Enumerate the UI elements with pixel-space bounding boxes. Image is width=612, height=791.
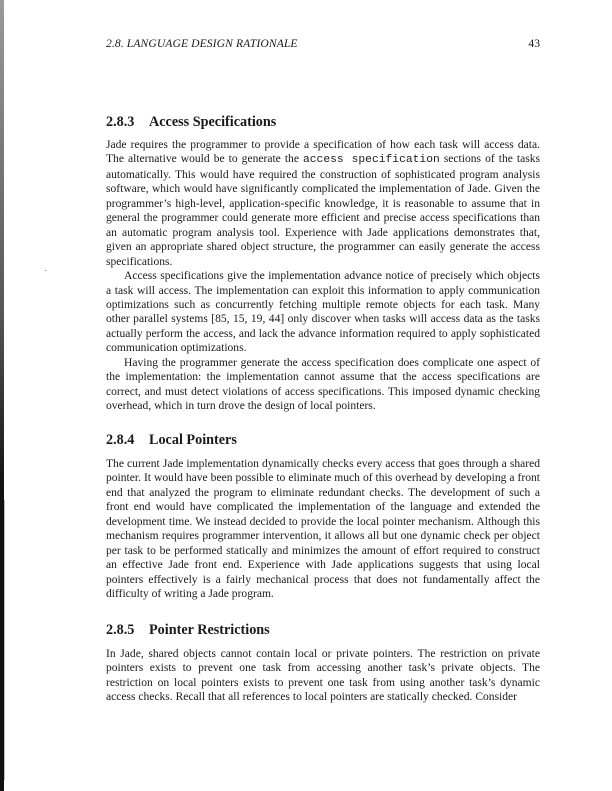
- section-heading-pointer-restrictions: [106, 622, 270, 639]
- section-heading-local-pointers: [106, 432, 237, 449]
- section-body-access-specifications: [106, 138, 540, 414]
- paragraph-text: Jade requires the programmer to provide a specification of how each task will access data. The alternative would be to generate the: [106, 139, 540, 166]
- paragraph: The current Jade implementation dynamically checks every access that goes through a shared pointer. It would have been possible to eliminate much of this overhead by developing a front end that analyzed the program to eliminate redundant checks. The development of such a front end would have complicated the implementation of the language and extended the development time. We instead decided to provide the local pointer mechanism. Although this mechanism requires programmer intervention, it allows all but one dynamic check per object per task to be performed statically and minimizes the amount of effort required to construct an effective Jade front end. Experience with Jade applications suggests that using local pointers effectively is a fairly mechanical process that does not fundamentally affect the difficulty of writing a Jade program.: [106, 458, 540, 601]
- paragraph-text: sections of the tasks automatically. This would have required the construction of sophisticated program analysis software, which would have significantly complicated the implementation of Jade. Given the programmer’s high-level, application-specific knowledge, it is reasonable to assume that in general the programmer could generate more efficient and precise access specifications than an automatic program analysis tool. Experience with Jade applications demonstrates that, given an appropriate shared object structure, the programmer can easily generate the access specifications.: [106, 153, 540, 268]
- section-heading-access-specifications: [106, 114, 276, 131]
- scan-edge-shadow: [4, 500, 5, 780]
- running-head-title: 2.8. LANGUAGE DESIGN RATIONALE: [106, 37, 298, 50]
- running-head: [106, 37, 540, 51]
- section-title: Local Pointers: [149, 432, 237, 448]
- section-number: 2.8.5: [106, 622, 135, 638]
- section-number: 2.8.4: [106, 432, 135, 448]
- section-title: Access Specifications: [149, 114, 277, 130]
- section-number: 2.8.3: [106, 114, 135, 130]
- section-body-pointer-restrictions: [106, 647, 540, 705]
- section-title: Pointer Restrictions: [149, 622, 270, 638]
- section-body-local-pointers: [106, 457, 540, 602]
- paragraph: In Jade, shared objects cannot contain local or private pointers. The restriction on private pointers exists to prevent one task from accessing another task’s private objects. The restriction on local pointers exists to prevent one task from using another task’s dynamic access checks. Recall that all references to local pointers are statically checked. Consider: [106, 648, 540, 704]
- paragraph: [106, 138, 540, 269]
- code-term: access specification: [303, 154, 440, 167]
- paragraph: Having the programmer generate the access specification does complicate one aspect of the implementation: the implementation cannot assume that the access specifications are correct, and must detect violations of access specifications. This imposed dynamic checking overhead, which in turn drove the design of local pointers.: [106, 356, 540, 413]
- paragraph: Access specifications give the implementation advance notice of precisely which objects a task will access. The implementation can exploit this information to apply communication optimizations such as concurrently fetching multiple remote objects for each task. Many other parallel systems [85, 15, 19, 44] only discover when tasks will access data as the tasks actually perform the access, and lack the advance information required to apply sophisticated communication optimizations.: [106, 270, 540, 355]
- page-number: 43: [528, 37, 540, 50]
- scan-speck: [45, 270, 46, 271]
